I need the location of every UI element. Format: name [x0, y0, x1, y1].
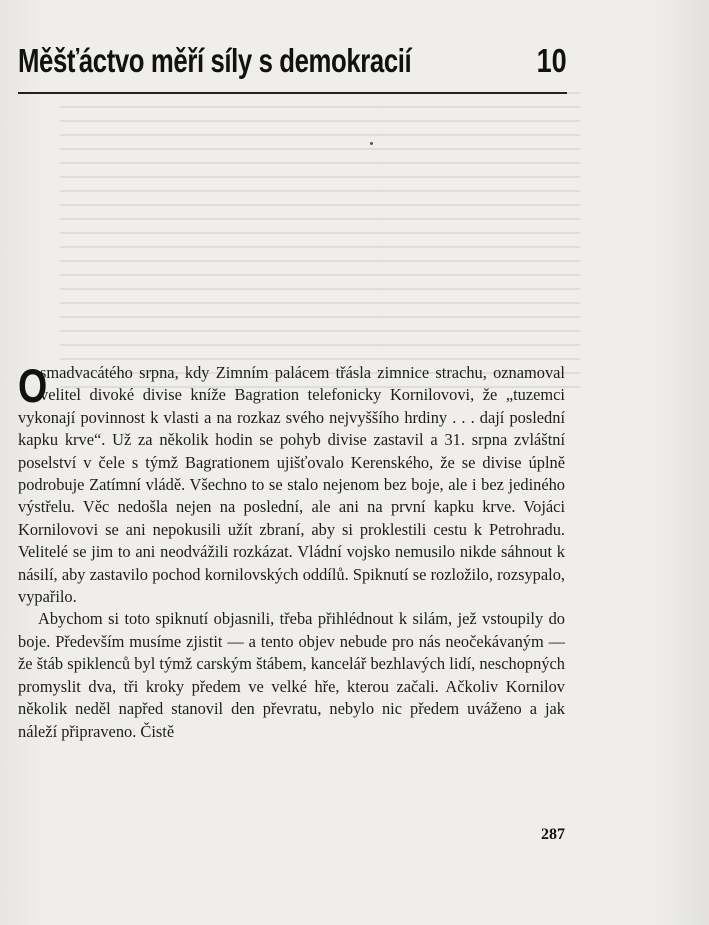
- paragraph-1-text: smadvacátého srpna, kdy Zimním palácem třásla zimnice strachu, oznamoval velitel divoké divise kníže Bagration telefonicky Kornilovovi, že „tuzemci vykonají povinnost k vlasti a na rozkaz svého nejvyššího hrdiny . . . dají poslední kapku krve“. Už za několik hodin se pohyb divise zastavil a 31. srpna zvláštní poselství v čele s týmž Bagrationem ujišťovalo Kerenského, že se divise úplně podrobuje Zatímní vládě. Všechno to se stalo nejenom bez boje, ale i bez jediného výstřelu. Věc nedošla nejen na poslední, ale ani na první kapku krve. Vojáci Kornilovovi se ani nepokusili užít zbraní, aby si proklestili cestu k Petrohradu. Velitelé se jim to ani neodvážili rozkázat. Vládní vojsko nemusilo nikde sáhnout k násilí, aby zastavilo pochod kornilovských oddílů. Spiknutí se rozložilo, rozsypalo, vypařilo.: [18, 363, 565, 607]
- chapter-title: Měšťáctvo měří síly s demokracií: [18, 42, 412, 79]
- bleed-through-text: [60, 92, 580, 392]
- page-number: 287: [541, 826, 565, 843]
- chapter-header: [18, 40, 567, 94]
- paragraph-2: Abychom si toto spiknutí objasnili, třeba přihlédnout k silám, jež vstoupily do boje. Především musíme zjistit — a tento objev nebude pro nás neočekávaným — že štáb spiklenců byl týmž carským štábem, kancelář bezhlavých lidí, neschopných promyslit dva, tři kroky předem ve velké hře, kterou začali. Ačkoliv Kornilov několik neděl napřed stanovil den převratu, nebylo nic předem uváženo a jak náleží připraveno. Čistě: [18, 609, 565, 741]
- paper-speck: [370, 142, 373, 145]
- body-text: [18, 359, 565, 743]
- drop-cap: O: [18, 359, 48, 412]
- paragraph-1: [18, 359, 565, 608]
- chapter-number: 10: [536, 42, 567, 79]
